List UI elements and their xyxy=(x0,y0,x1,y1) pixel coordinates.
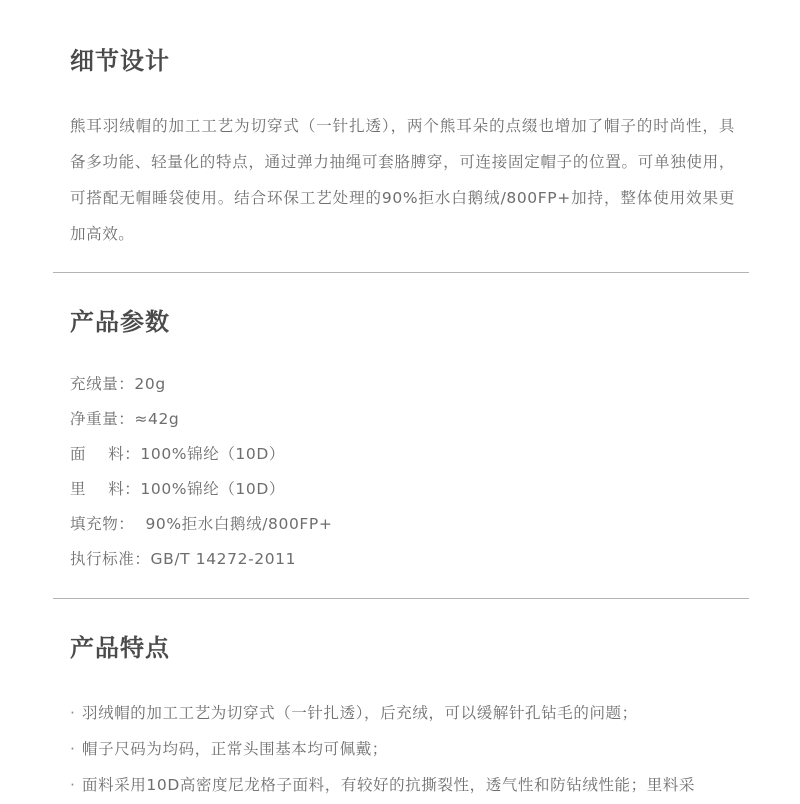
section-title-detail-design: 细节设计 xyxy=(70,46,170,75)
section-divider xyxy=(53,598,749,599)
param-lining-fabric: 里 料：100%锦纶（10D） xyxy=(70,480,285,498)
param-fill-weight: 充绒量：20g xyxy=(70,375,166,393)
param-net-weight: 净重量：≈42g xyxy=(70,410,180,428)
feature-item-text: 面料采用10D高密度尼龙格子面料，有较好的抗撕裂性，透气性和防钻绒性能；里料采 xyxy=(82,776,696,794)
product-params-list xyxy=(70,367,332,577)
section-divider xyxy=(53,272,749,273)
param-standard: 执行标准：GB/T 14272-2011 xyxy=(70,550,297,568)
feature-item xyxy=(70,732,750,768)
bullet-dot: · xyxy=(70,740,76,758)
param-filling: 填充物： 90%拒水白鹅绒/800FP+ xyxy=(70,515,333,533)
feature-item xyxy=(70,768,750,804)
param-shell-fabric: 面 料：100%锦纶（10D） xyxy=(70,445,285,463)
section-title-product-features: 产品特点 xyxy=(70,633,170,662)
product-features-list xyxy=(70,696,750,804)
detail-design-paragraph: 熊耳羽绒帽的加工工艺为切穿式（一针扎透），两个熊耳朵的点缀也增加了帽子的时尚性，具备多功能、轻量化的特点，通过弹力抽绳可套胳膊穿，可连接固定帽子的位置。可单独使用，可搭配无帽睡袋使用。结合环保工艺处理的90%拒水白鹅绒/800FP+加持，整体使用效果更加高效。 xyxy=(70,117,735,243)
section-title-product-params: 产品参数 xyxy=(70,307,170,336)
feature-item xyxy=(70,696,750,732)
feature-item-text: 羽绒帽的加工工艺为切穿式（一针扎透），后充绒，可以缓解针孔钻毛的问题； xyxy=(82,704,638,722)
bullet-dot: · xyxy=(70,776,76,794)
bullet-dot: · xyxy=(70,704,76,722)
feature-item-text: 帽子尺码为均码，正常头围基本均可佩戴； xyxy=(82,740,388,758)
